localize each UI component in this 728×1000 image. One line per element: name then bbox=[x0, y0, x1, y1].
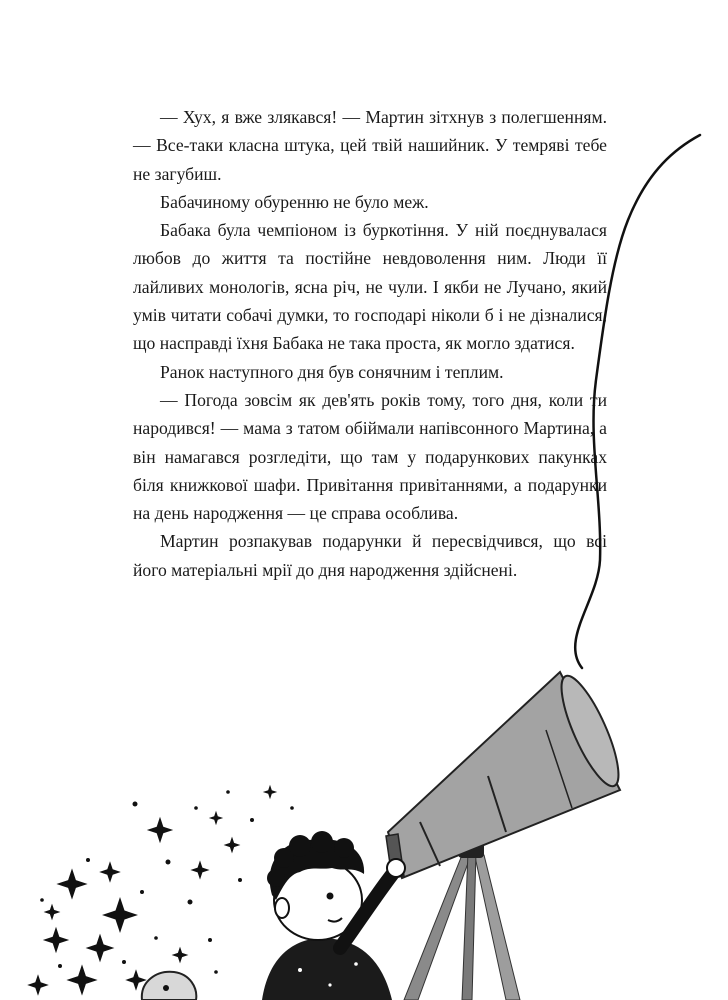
boy bbox=[262, 831, 405, 1000]
paragraph-2: Бабачиному обуренню не було меж. bbox=[160, 191, 429, 212]
dog bbox=[142, 972, 196, 1000]
paragraph-3: Бабака була чемпіоном із буркотіння. У ній поєднувалася любов до життя та постійне невдоволення ним. Люди її лайливих монологів, ясна річ, не чули. І якби не Лучано, який умів читати собачі думки, то господарі ніколи б і не дізналися, що насправді їхня Бабака не така проста, як могло здатися. bbox=[133, 220, 607, 354]
stars bbox=[0, 120, 277, 996]
paragraph-1: — Хух, я вже злякався! — Мартин зітхнув з полегшенням. — Все-таки класна штука, цей твій нашийник. У темряві тебе не загубиш. bbox=[133, 107, 607, 184]
telescope bbox=[386, 670, 629, 878]
paragraph-4: Ранок наступного дня був сонячним і теплим. bbox=[160, 361, 504, 382]
boy-telescope-illustration bbox=[0, 120, 728, 1000]
wavy-line bbox=[575, 135, 700, 668]
paragraph-6: Мартин розпакував подарунки й пересвідчився, що всі його матеріальні мрії до дня народження здійснені. bbox=[133, 531, 607, 580]
paragraph-5: — Погода зовсім як дев'ять років тому, того дня, коли ти народився! — мама з татом обіймали напівсонного Мартина, а він намагався розгледіти, що там у подарункових пакунках біля книжкової шафи. Привітання привітаннями, а подарунки на день народження — це справа особлива. bbox=[133, 389, 607, 524]
eye bbox=[327, 893, 334, 900]
